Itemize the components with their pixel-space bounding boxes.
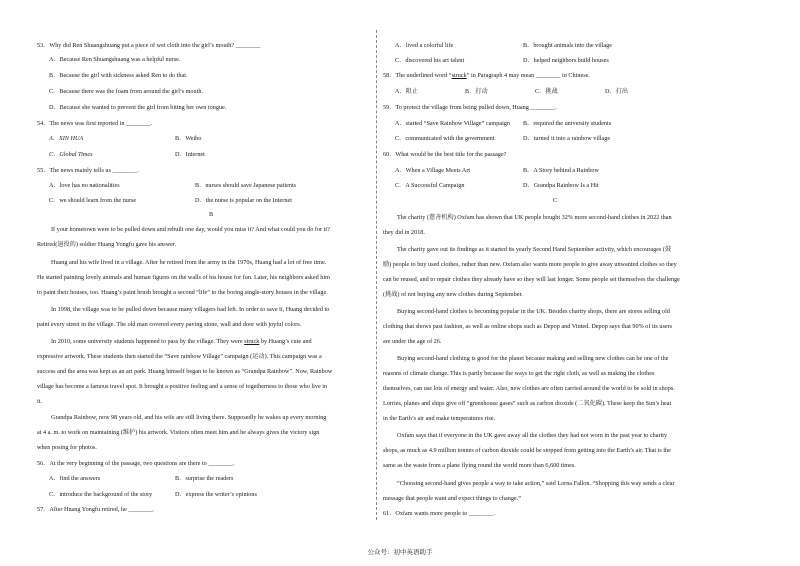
question-55-stem: 55．The news mainly tells us ________. [37, 167, 139, 174]
q57-option-b: B．brought animals into the village [523, 42, 613, 49]
passage-c-line: in the Earth’s air and make temperatures rise. [383, 415, 496, 422]
q56-option-b: B．surprise the readers [175, 475, 234, 482]
q53-option-a: A．Because Ren Shuangshuang was a helpful nurse. [49, 56, 181, 63]
passage-c-line: are under the age of 26. [383, 338, 442, 345]
q58-option-c: C．挑战 [535, 88, 558, 95]
q56-option-a: A．find the answers [49, 475, 101, 482]
q54-option-d: D．Internet [175, 151, 205, 158]
q59-option-a: A．started “Save Rainbow Village” campaign [395, 120, 510, 127]
passage-c-line: 励) people to buy used clothes, rather than new. Oxfam also wants more people to give away unwanted clothes so they [383, 261, 677, 268]
q60-option-b: B．A Story behind a Rainbow [523, 167, 599, 174]
q53-option-d: D．Because she wanted to prevent the girl from biting her own tongue. [49, 104, 227, 111]
question-54-stem: 54．The news was first reported in ________. [37, 120, 153, 127]
passage-c-line: shops, as much as 4.9 million tonnes of carbon dioxide could be stopped from getting into the Earth’s air. That is the [383, 447, 671, 454]
question-59-stem: 59．To protect the village from being pulled down, Huang ________. [383, 104, 557, 111]
q56-option-d: D．express the writer’s opinions [175, 491, 257, 498]
passage-c-line: (挑战) of not buying any new clothes during September. [383, 291, 523, 298]
q59-option-d: D．turned it into a rainbow village [523, 135, 611, 142]
q54-option-c: C．Global Times [49, 151, 93, 158]
passage-c-line: Buying second-hand clothing is good for the planet because making and selling new clothes can be one of the [397, 355, 669, 362]
question-58-stem: 58．The underlined word “struck” in Paragraph 4 may mean ________ in Chinese. [383, 72, 590, 79]
passage-b-line: He started painting lovely animals and human figures on the walls of his house for fun. Later, his neighbors asked him [37, 274, 330, 281]
passage-b-line: to paint their houses, too. Huang’s paint brush brought a second “life” to the boring single-story houses in the village. [37, 289, 328, 296]
passage-b-line-struck: In 2010, some university students happened to pass by the village. They were struck by Huang’s cute and [51, 338, 312, 345]
section-c-label: C [553, 197, 558, 204]
passage-b-line: In 1998, the village was to be pulled down because many villagers had left. In order to save it, Huang decided to [51, 306, 330, 313]
q53-option-b: B．Because the girl with sickness asked Ren to do that. [49, 72, 188, 79]
q59-option-c: C．communicated with the government [395, 135, 495, 142]
passage-c-line: same as the waste from a plane flying round the world more than 6,600 times. [383, 462, 576, 469]
passage-b-line: village has become a famous travel spot. It brought a positive feeling and a sense of togetherness to those who live in [37, 383, 328, 390]
q54-option-b: B．Weibo [175, 135, 202, 142]
passage-b-line: it. [37, 398, 42, 405]
page-footer: 公众号：初中英语助手 [367, 548, 433, 556]
passage-b-line: success and the area was kept as an art park. Huang himself began to be known as “Grandpa Rainbow”. Now, Rainbow [37, 368, 333, 375]
q58-option-d: D．打出 [605, 88, 629, 95]
q57-option-d: D．helped neighbors build houses [523, 57, 609, 64]
q58-option-b: B．打动 [465, 88, 488, 95]
passage-c-line: message that people want and expect things to change.” [383, 495, 521, 502]
q55-option-b: B．nurses should save Japanese patients [195, 182, 297, 189]
passage-c-line: themselves, can use lots of energy and water. Also, new clothes are often carried around the world to be sold in shops. [383, 385, 675, 392]
passage-b-line: Retired(退役的) soldier Huang Yongfu gave his answer. [37, 241, 177, 248]
passage-c-line: Lorries, planes and ships give off “greenhouse gases” such as carbon dioxide (二氧化碳). These keep the Sun’s heat [383, 400, 672, 407]
q57-option-c: C．discovered his art talent [395, 57, 465, 64]
q56-option-c: C．introduce the background of the story [49, 491, 153, 498]
passage-c-line: “Choosing second-hand gives people a way to take action,” said Lorna Fallon. “Shopping this way sends a clear [397, 480, 675, 487]
section-b-label: B [209, 211, 214, 218]
q59-option-b: B．required the university students [523, 120, 612, 127]
passage-b-line: at 4 a. m. to work on maintaining (维护) his artwork. Visitors often meet him and he always gives the victory sign [37, 429, 320, 436]
passage-b-line: If your hometown were to be pulled down and rebuilt one day, would you miss it? And what could you do for it? [51, 226, 330, 233]
passage-c-line: Oxfam says that if everyone in the UK gave away all the clothes they had not worn in the past year to charity [397, 432, 668, 439]
passage-c-line: clothing that shows past fashion, as well as online shops such as Depop and Vinted. Depop says that 90% of its users [383, 323, 673, 330]
passage-c-line: reasons of climate change. This is partly because the ways to get the right cloth, as well as making the clothes [383, 370, 655, 377]
q54-option-a: A．XIN HUA [49, 135, 84, 142]
passage-b-line: paint every street in the village. The old man covered every paving stone, wall and door with joyful colors. [37, 321, 302, 328]
passage-c-line: Buying second-hand clothes is becoming popular in the UK. Besides charity shops, there are stores selling old [397, 308, 670, 315]
question-56-stem: 56．At the very beginning of the passage, two questions are there to ________. [37, 460, 235, 467]
q55-option-a: A．love has no nationalities [49, 182, 120, 189]
q58-option-a: A．阻止 [395, 88, 419, 95]
passage-b-line: Grandpa Rainbow, now 98 years old, and his wife are still living there. Supposedly he wakes up every morning [51, 414, 327, 421]
passage-c-line: The charity gave out its findings as it started its yearly Second Hand September activity, which encourages (鼓 [397, 246, 672, 253]
q55-option-d: D．the nurse is popular on the Internet [195, 197, 292, 204]
q57-option-a: A．lived a colorful life [395, 42, 454, 49]
question-60-stem: 60．What would be the best title for the passage? [383, 151, 507, 158]
column-divider [376, 30, 377, 520]
question-53-stem: 53．Why did Ren Shuangshuang put a piece of wet cloth into the girl’s mouth? ________ [37, 42, 261, 49]
q60-option-c: C．A Successful Campaign [395, 182, 465, 189]
q60-option-a: A．When a Village Meets Art [395, 167, 471, 174]
q55-option-c: C．we should learn from the nurse [49, 197, 137, 204]
question-57-stem: 57．After Huang Yongfu retired, he ________. [37, 506, 155, 513]
passage-b-line: Huang and his wife lived in a village. After he retired from the army in the 1970s, Huang had a lot of free time. [51, 259, 327, 266]
question-61-stem: 61．Oxfam wants more people to ________. [383, 510, 496, 517]
passage-c-line: The charity (慈善机构) Oxfam has shown that UK people bought 32% more second-hand clothes in 2022 than [397, 214, 672, 221]
passage-c-line: they did in 2018. [383, 229, 425, 236]
q53-option-c: C．Because there was the foam from around the girl’s mouth. [49, 88, 203, 95]
passage-b-line: expressive artwork. These students then started the “Save rainbow Village” campaign (运动). This campaign was a [37, 353, 322, 360]
passage-b-line: when posing for photos. [37, 444, 97, 451]
q60-option-d: D．Grandpa Rainbow Is a Hit [523, 182, 599, 189]
passage-c-line: can be reused, and to repair clothes they already have so they will last longer. Some people set themselves the challenge [383, 276, 680, 283]
